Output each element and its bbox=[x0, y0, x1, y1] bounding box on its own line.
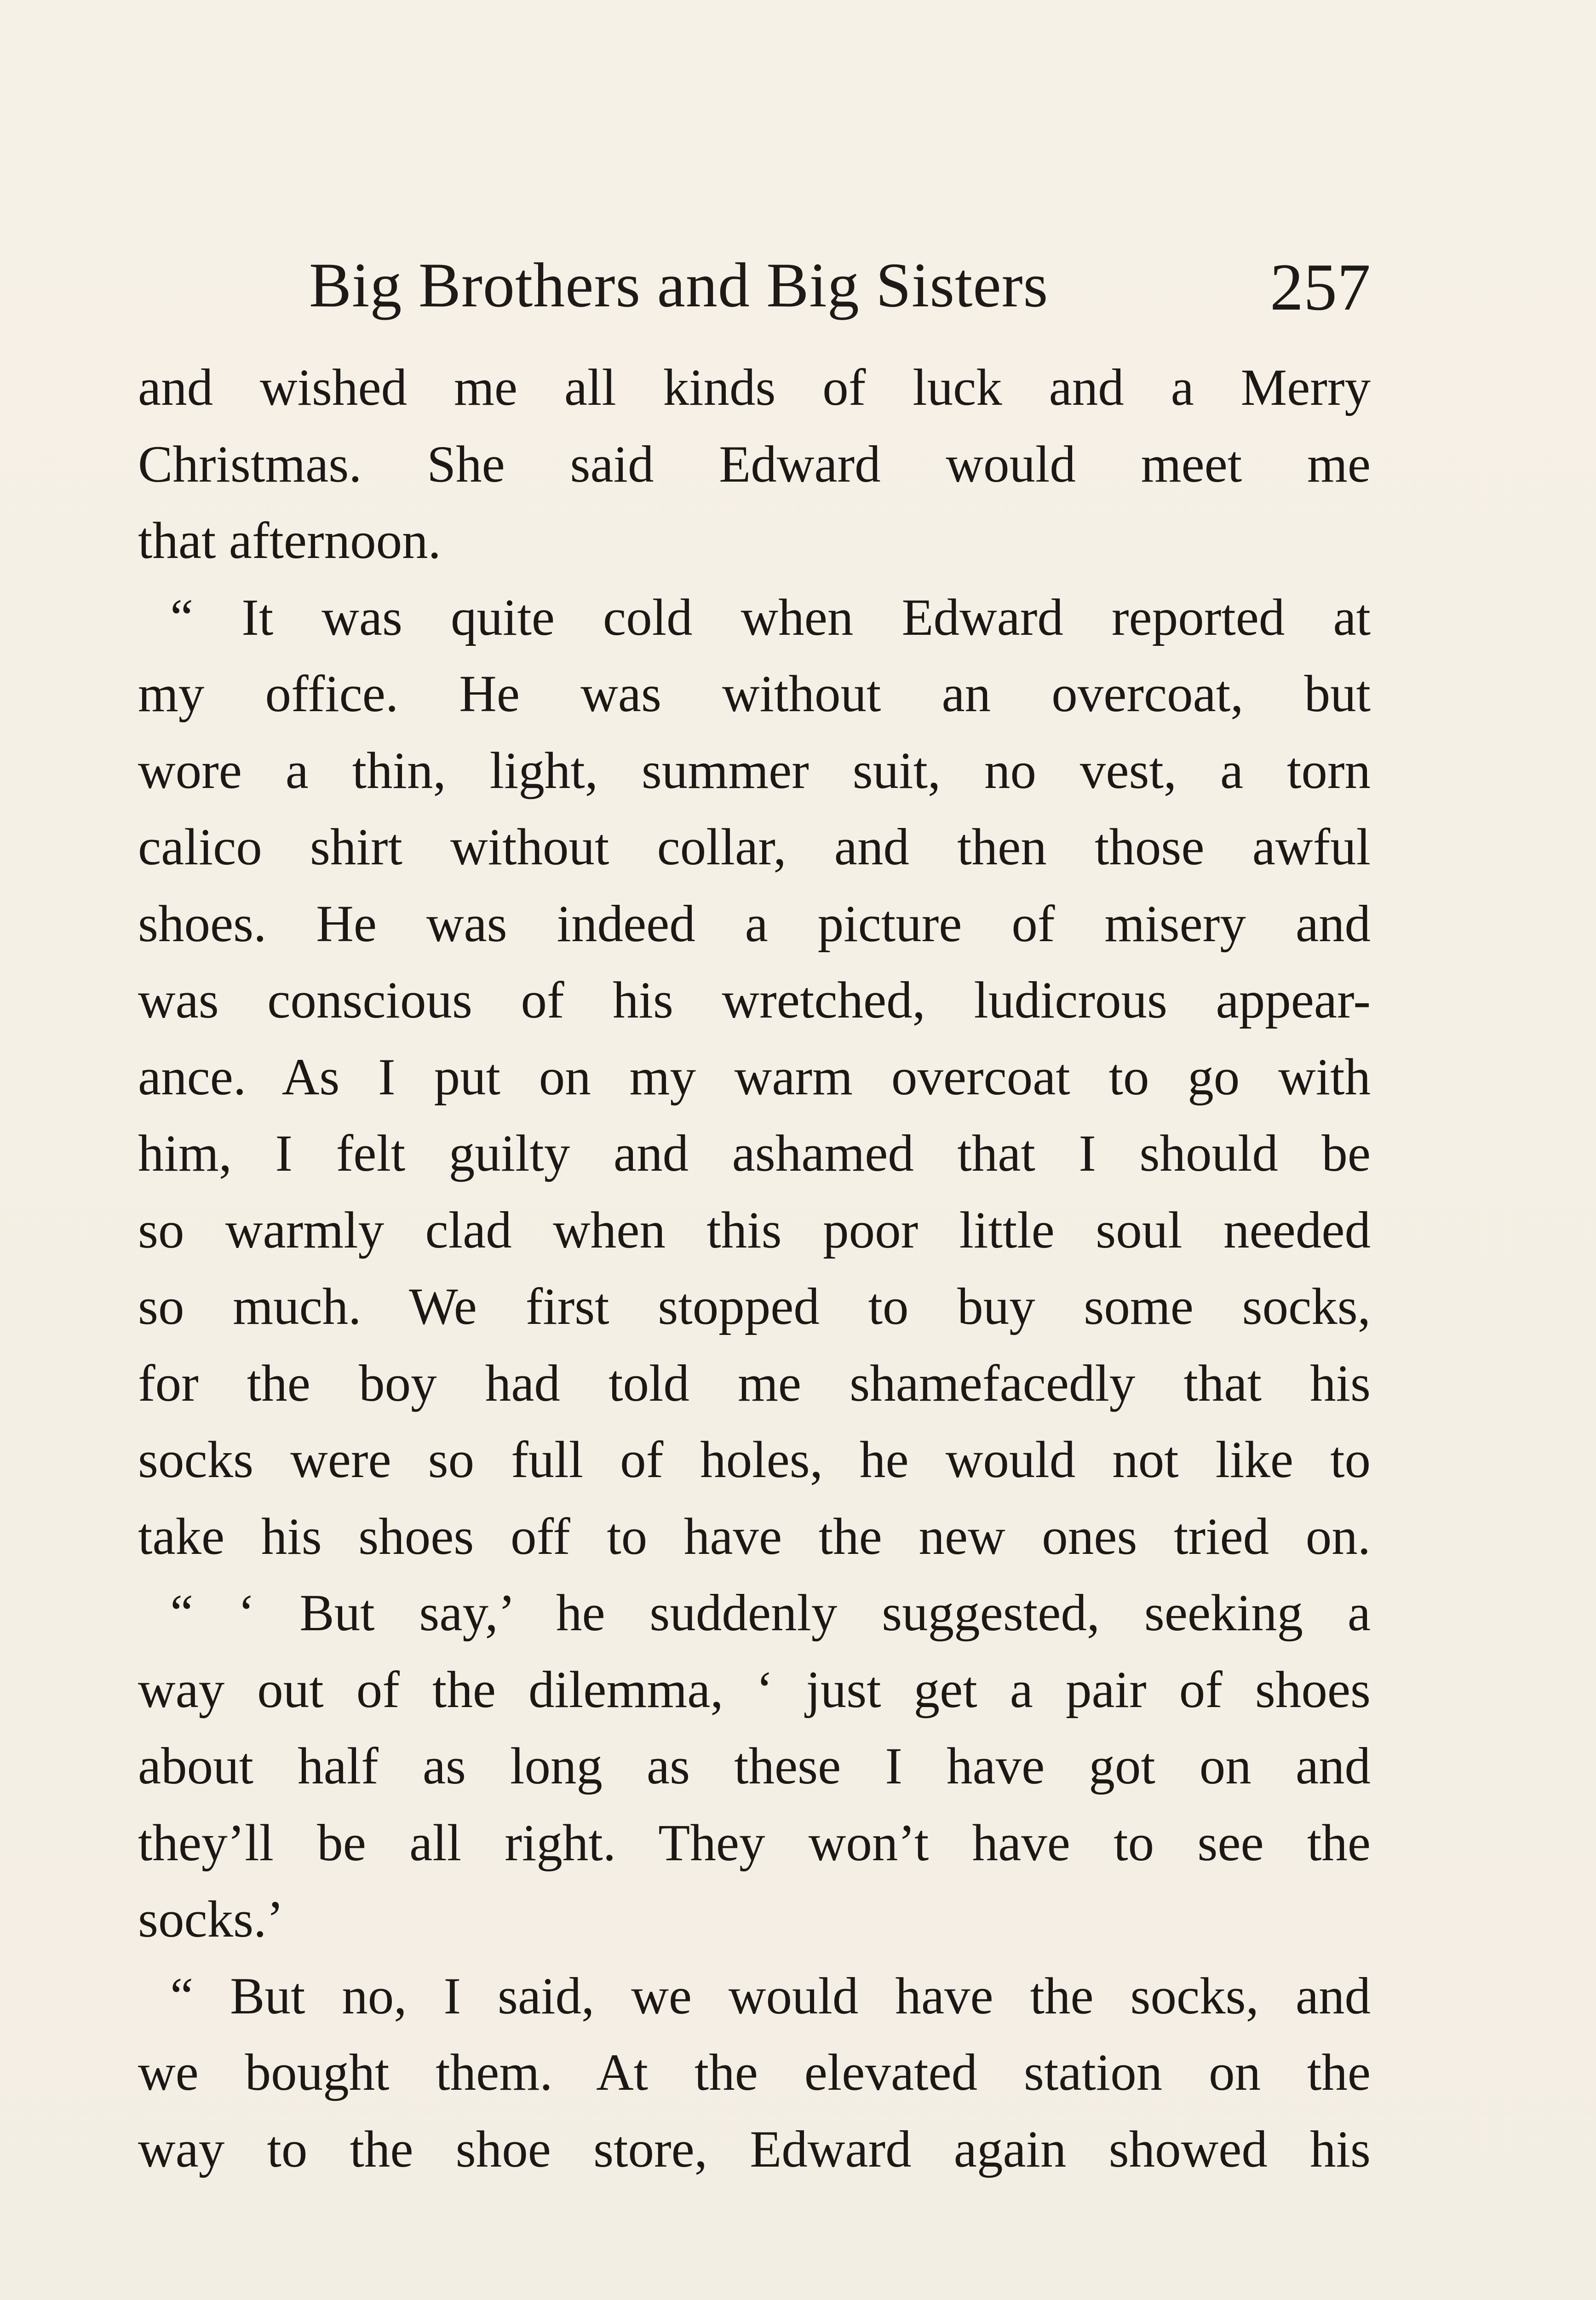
text-line: so warmly clad when this poor little soul needed bbox=[138, 1201, 1371, 1259]
text-line: “ It was quite cold when Edward reported at bbox=[170, 588, 1371, 646]
text-line: socks.’ bbox=[138, 1891, 284, 1948]
text-line: Christmas. She said Edward would meet me bbox=[138, 435, 1371, 493]
text-line: “ ‘ But say,’ he suddenly suggested, seeking a bbox=[170, 1584, 1371, 1642]
running-title: Big Brothers and Big Sisters bbox=[309, 250, 1049, 320]
text-line: and wished me all kinds of luck and a Merry bbox=[138, 359, 1371, 416]
text-line: ance. As I put on my warm overcoat to go with bbox=[138, 1048, 1371, 1106]
text-line: take his shoes off to have the new ones tried on. bbox=[138, 1507, 1371, 1565]
text-line: we bought them. At the elevated station on the bbox=[138, 2044, 1371, 2101]
text-line: so much. We first stopped to buy some socks, bbox=[138, 1278, 1371, 1335]
body-text bbox=[138, 350, 1371, 2188]
text-line: they’ll be all right. They won’t have to see the bbox=[138, 1814, 1371, 1872]
text-line: wore a thin, light, summer suit, no vest, a torn bbox=[138, 742, 1371, 799]
running-head bbox=[138, 248, 1371, 327]
text-line: way to the shoe store, Edward again showed his bbox=[138, 2120, 1371, 2178]
text-line: for the boy had told me shamefacedly that his bbox=[138, 1354, 1371, 1412]
text-line: way out of the dilemma, ‘ just get a pair of shoes bbox=[138, 1661, 1371, 1719]
text-line: that afternoon. bbox=[138, 512, 441, 569]
text-line: was conscious of his wretched, ludicrous appear- bbox=[138, 972, 1371, 1029]
text-line: “ But no, I said, we would have the socks, and bbox=[170, 1967, 1371, 2025]
text-line: my office. He was without an overcoat, but bbox=[138, 665, 1371, 723]
text-line: him, I felt guilty and ashamed that I should be bbox=[138, 1125, 1371, 1182]
page-number: 257 bbox=[1270, 250, 1371, 324]
text-line: shoes. He was indeed a picture of misery and bbox=[138, 895, 1371, 953]
text-line: socks were so full of holes, he would not like to bbox=[138, 1431, 1371, 1489]
text-line: calico shirt without collar, and then those awful bbox=[138, 818, 1371, 876]
text-line: about half as long as these I have got on and bbox=[138, 1737, 1371, 1795]
